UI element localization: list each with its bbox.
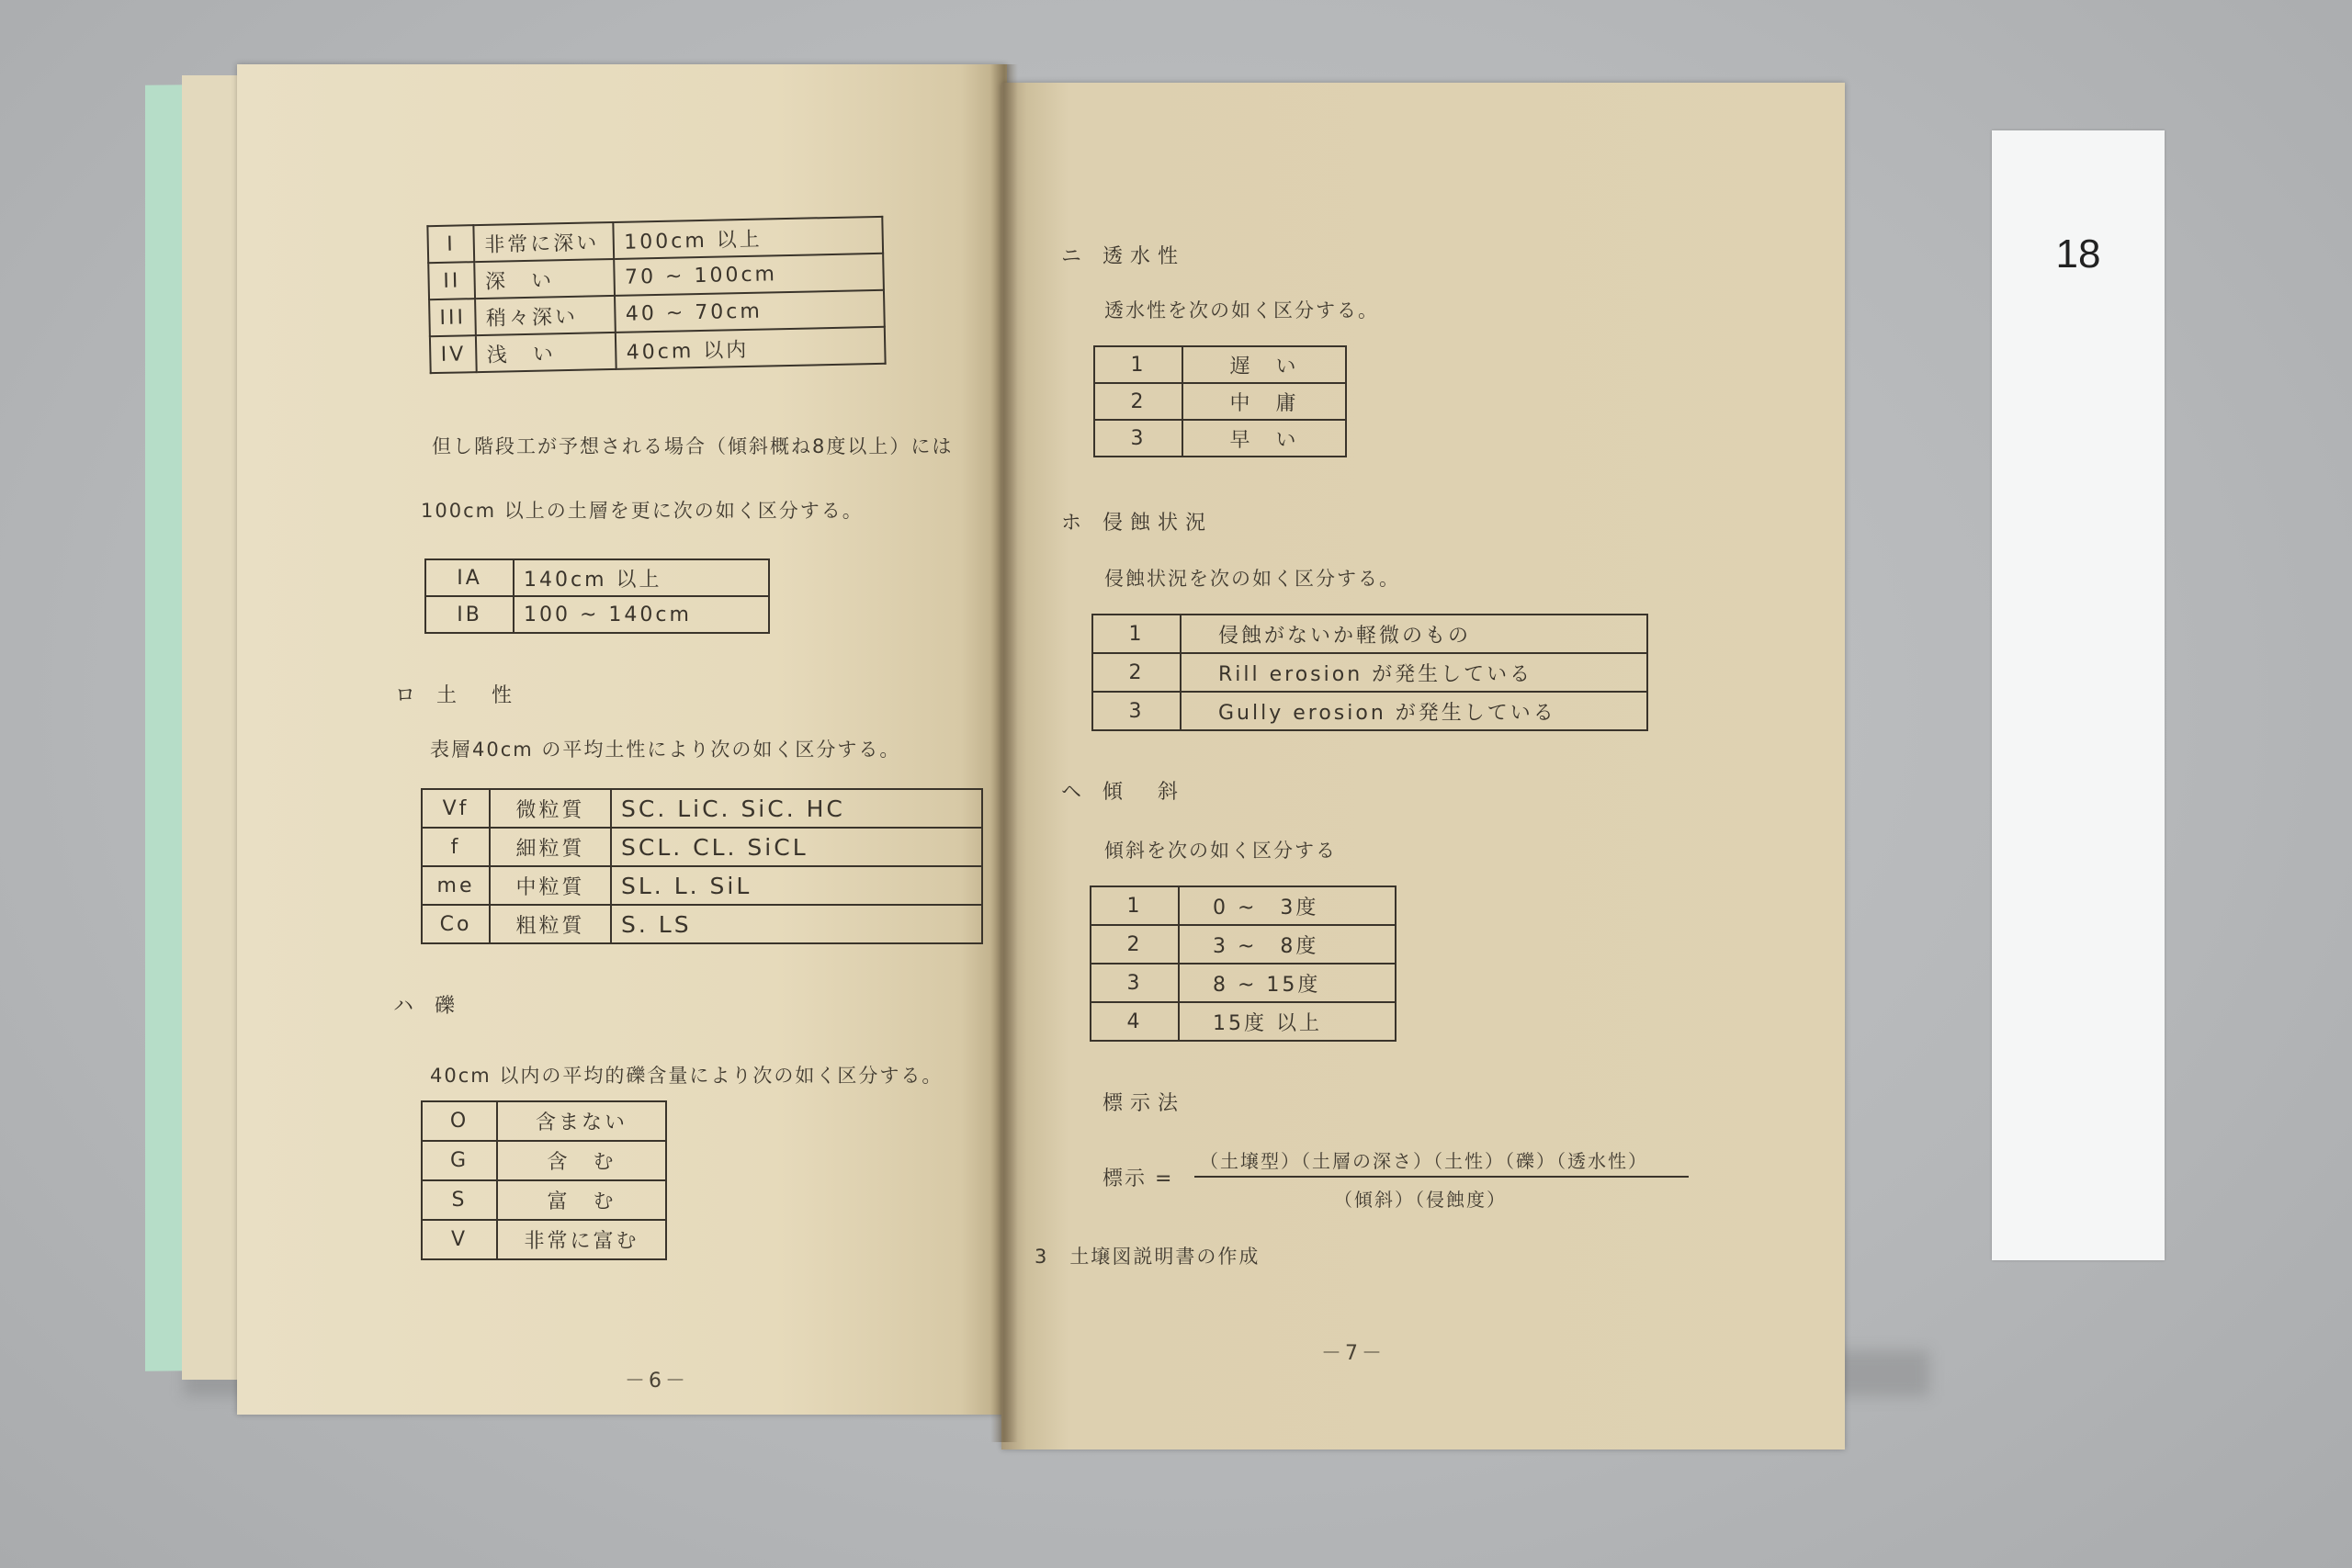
depth-range: 100cm 以上 <box>614 217 883 259</box>
deep-class: IA <box>425 559 514 596</box>
section-3-heading: 3 土壌図説明書の作成 <box>1035 1246 1261 1268</box>
depth-class: II <box>428 262 475 299</box>
note-line-1: 但し階段工が予想される場合（傾斜概ね8度以上）には <box>432 435 954 457</box>
right-page-number: －7－ <box>1321 1342 1385 1365</box>
erosion-label: Rill erosion が発生している <box>1181 653 1647 692</box>
section-he-description: 傾斜を次の如く区分する <box>1104 840 1337 862</box>
depth-class: III <box>429 299 476 336</box>
depth-class: IV <box>430 335 477 373</box>
texture-class: 細粒質 <box>490 828 611 866</box>
notation-heading: 標示法 <box>1102 1092 1186 1115</box>
formula-numerator: （土壌型）（土層の深さ）（土性）（礫）（透水性） <box>1200 1150 1648 1172</box>
perm-label: 早 い <box>1182 420 1346 457</box>
deep-range: 140cm 以上 <box>514 559 769 596</box>
gravel-code: S <box>422 1180 497 1220</box>
section-ho-heading: ホ 侵蝕状況 <box>1061 512 1213 535</box>
depth-range: 40 ~ 70cm <box>615 290 884 333</box>
texture-types: SL. L. SiL <box>611 866 982 905</box>
perm-label: 中 庸 <box>1182 383 1346 420</box>
texture-code: Co <box>422 905 490 943</box>
slope-table <box>1090 886 1396 1042</box>
slope-range: 8 ~ 15度 <box>1179 964 1396 1002</box>
deep-class: IB <box>425 596 514 633</box>
formula-denominator: （傾斜）（侵蝕度） <box>1334 1189 1507 1211</box>
depth-class: I <box>427 225 474 263</box>
gravel-code: G <box>422 1141 497 1180</box>
texture-types: SC. LiC. SiC. HC <box>611 789 982 828</box>
gravel-code: O <box>422 1101 497 1141</box>
texture-code: f <box>422 828 490 866</box>
gravel-label: 含まない <box>497 1101 666 1141</box>
texture-class: 粗粒質 <box>490 905 611 943</box>
slope-range: 0 ~ 3度 <box>1179 886 1396 925</box>
number-tag <box>1992 130 2165 1260</box>
gravel-label: 非常に富む <box>497 1220 666 1259</box>
formula-lhs: 標示 = <box>1102 1168 1174 1190</box>
section-ro-heading: ロ 土 性 <box>395 684 519 707</box>
permeability-table <box>1093 345 1347 457</box>
formula-fraction-bar <box>1194 1176 1689 1178</box>
erosion-label: 侵蝕がないか軽微のもの <box>1181 615 1647 653</box>
depth-table <box>426 216 886 374</box>
perm-class: 2 <box>1094 383 1182 420</box>
perm-class: 3 <box>1094 420 1182 457</box>
depth-range: 40cm 以内 <box>616 327 885 369</box>
erosion-label: Gully erosion が発生している <box>1181 692 1647 730</box>
gravel-label: 含 む <box>497 1141 666 1180</box>
texture-table <box>421 788 983 944</box>
gravel-label: 富 む <box>497 1180 666 1220</box>
slope-range: 15度 以上 <box>1179 1002 1396 1041</box>
depth-label: 深 い <box>475 259 616 299</box>
texture-class: 中粒質 <box>490 866 611 905</box>
depth-range: 70 ~ 100cm <box>615 254 884 296</box>
slope-class: 3 <box>1091 964 1179 1002</box>
depth-label: 浅 い <box>476 333 616 372</box>
gravel-code: V <box>422 1220 497 1259</box>
deep-table <box>424 558 770 634</box>
deep-range: 100 ~ 140cm <box>514 596 769 633</box>
slope-class: 2 <box>1091 925 1179 964</box>
erosion-class: 2 <box>1092 653 1181 692</box>
tag-number: 18 <box>2055 231 2101 276</box>
texture-code: Vf <box>422 789 490 828</box>
depth-label: 非常に深い <box>474 222 615 262</box>
erosion-class: 3 <box>1092 692 1181 730</box>
slope-class: 1 <box>1091 886 1179 925</box>
section-ha-heading: ハ 礫 <box>393 995 462 1018</box>
erosion-table <box>1091 614 1648 731</box>
section-ha-description: 40cm 以内の平均的礫含量により次の如く区分する。 <box>430 1065 944 1087</box>
section-ro-description: 表層40cm の平均土性により次の如く区分する。 <box>430 739 901 761</box>
texture-class: 微粒質 <box>490 789 611 828</box>
section-ho-description: 侵蝕状況を次の如く区分する。 <box>1104 568 1400 590</box>
section-ni-heading: ニ 透水性 <box>1061 245 1185 268</box>
depth-label: 稍々深い <box>476 296 616 335</box>
gravel-table <box>421 1100 667 1260</box>
slope-range: 3 ~ 8度 <box>1179 925 1396 964</box>
texture-types: S. LS <box>611 905 982 943</box>
perm-class: 1 <box>1094 346 1182 383</box>
texture-code: me <box>422 866 490 905</box>
perm-label: 遅 い <box>1182 346 1346 383</box>
section-ni-description: 透水性を次の如く区分する。 <box>1104 299 1379 321</box>
book-gutter <box>990 64 1018 1442</box>
note-line-2: 100cm 以上の土層を更に次の如く区分する。 <box>421 500 864 522</box>
section-he-heading: ヘ 傾 斜 <box>1061 781 1185 804</box>
texture-types: SCL. CL. SiCL <box>611 828 982 866</box>
slope-class: 4 <box>1091 1002 1179 1041</box>
left-page-number: －6－ <box>625 1370 689 1393</box>
erosion-class: 1 <box>1092 615 1181 653</box>
